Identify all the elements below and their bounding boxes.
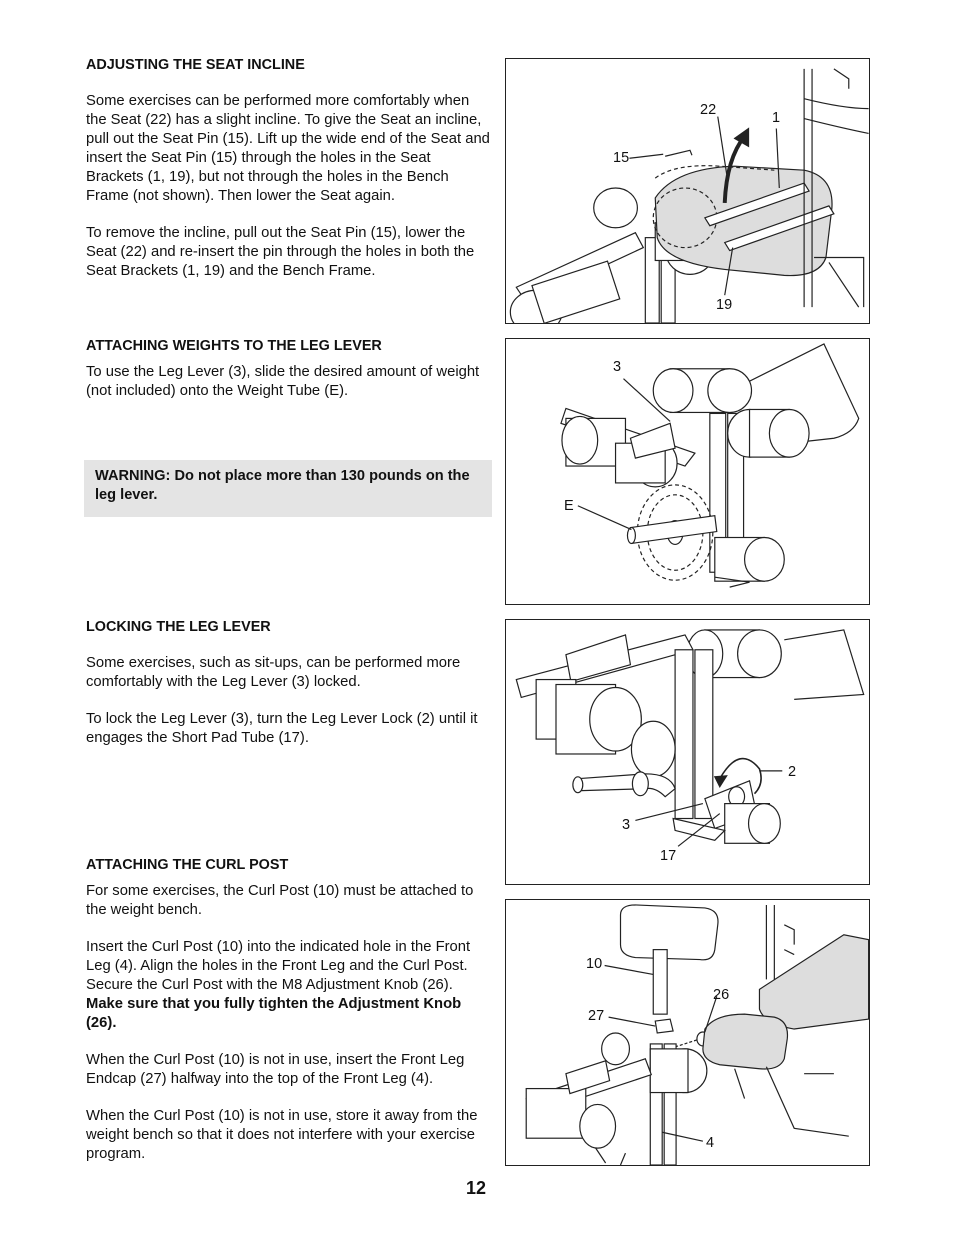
curl-post-illustration xyxy=(506,900,869,1165)
seat-paragraph-1: Some exercises can be performed more comfortably when the Seat (22) has a slight incline. To give the Seat an incline, pull out the Seat Pin (15). Lift up the wide end of the Seat and insert the Seat Pin (15) through the holes in the Seat Brackets (1, 19), but not through the holes in the Bench Frame (not shown). Then lower the Seat again. xyxy=(86,93,490,204)
heading-lock-leg-lever: LOCKING THE LEG LEVER xyxy=(86,619,271,635)
fig3-label-17: 17 xyxy=(660,848,677,864)
lock-paragraph-1: Some exercises, such as sit-ups, can be performed more comfortably with the Leg Lever (3) locked. xyxy=(86,655,461,690)
weights-paragraph-1: To use the Leg Lever (3), slide the desired amount of weight (not included) onto the Weight Tube (E). xyxy=(86,364,480,399)
fig4-label-27: 27 xyxy=(588,1008,605,1024)
curl-paragraph-2-text: Insert the Curl Post (10) into the indicated hole in the Front Leg (4). Align the holes in the Front Leg and the Curl Post. Secure the Curl Post with the M8 Adjustment Knob (26). xyxy=(86,939,471,993)
fig1-label-15: 15 xyxy=(613,150,630,166)
figure-lock-leg-lever xyxy=(505,619,870,885)
section-curl-post xyxy=(86,856,492,1182)
figure-seat-incline xyxy=(505,58,870,324)
page-number: 12 xyxy=(466,1178,487,1198)
lock-paragraph-2: To lock the Leg Lever (3), turn the Leg Lever Lock (2) until it engages the Short Pad Tube (17). xyxy=(86,711,478,746)
seat-paragraph-2: To remove the incline, pull out the Seat Pin (15), lower the Seat (22) and re-insert the pin through the holes in both the Seat Brackets (1, 19) and the Bench Frame. xyxy=(86,225,475,279)
section-seat-incline xyxy=(86,56,492,299)
fig2-label-e: E xyxy=(564,498,574,514)
attach-weights-illustration xyxy=(506,339,869,604)
curl-paragraph-2-bold: Make sure that you fully tighten the Adjustment Knob (26). xyxy=(86,996,462,1031)
fig3-label-3: 3 xyxy=(622,817,631,833)
curl-paragraph-2 xyxy=(86,938,492,1033)
fig4-label-26: 26 xyxy=(713,987,730,1003)
fig1-label-19: 19 xyxy=(716,297,733,313)
fig3-label-2: 2 xyxy=(788,764,797,780)
figure-curl-post xyxy=(505,899,870,1166)
heading-attach-weights: ATTACHING WEIGHTS TO THE LEG LEVER xyxy=(86,338,382,354)
fig2-label-3: 3 xyxy=(613,359,622,375)
curl-paragraph-1: For some exercises, the Curl Post (10) must be attached to the weight bench. xyxy=(86,883,474,918)
fig4-label-4: 4 xyxy=(706,1135,715,1151)
heading-seat-incline: ADJUSTING THE SEAT INCLINE xyxy=(86,57,305,73)
curl-paragraph-4: When the Curl Post (10) is not in use, store it away from the weight bench so that it does not interfere with your exercise program. xyxy=(86,1108,478,1162)
fig1-label-1: 1 xyxy=(772,110,781,126)
figure-attach-weights xyxy=(505,338,870,605)
section-lock-leg-lever xyxy=(86,618,492,766)
section-attach-weights xyxy=(86,337,492,419)
fig4-label-10: 10 xyxy=(586,956,603,972)
warning-text: WARNING: Do not place more than 130 pounds on the leg lever. xyxy=(95,468,470,503)
warning-box xyxy=(84,460,492,517)
curl-paragraph-3: When the Curl Post (10) is not in use, insert the Front Leg Endcap (27) halfway into the top of the Front Leg (4). xyxy=(86,1052,465,1087)
lock-leg-lever-illustration xyxy=(506,620,869,884)
seat-incline-illustration xyxy=(506,59,869,323)
heading-curl-post: ATTACHING THE CURL POST xyxy=(86,857,289,873)
fig1-label-22: 22 xyxy=(700,102,717,118)
